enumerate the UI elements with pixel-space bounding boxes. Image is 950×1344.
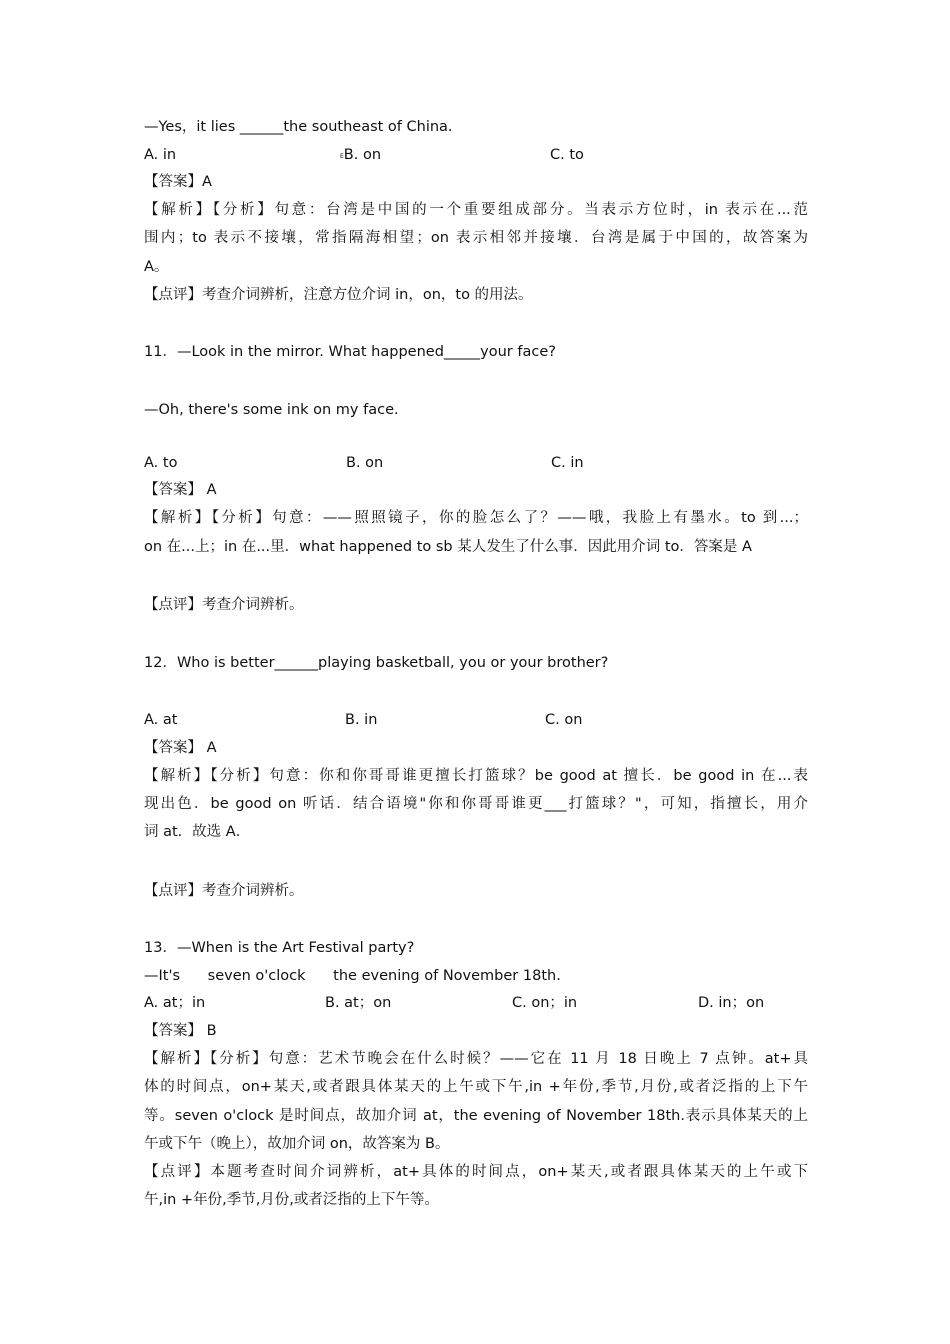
q11-reply: —Oh, there's some ink on my face.: [144, 402, 399, 418]
q12-comment: 【点评】考查介词辨析。: [144, 883, 304, 899]
q12-option-a: A. at: [144, 712, 178, 728]
q13-option-b: B. at；on: [325, 995, 392, 1011]
q11-answer: 【答案】 A: [144, 482, 217, 498]
q10-option-a: A. in: [144, 147, 177, 163]
q13-analysis-line-1: 【解析】【分析】句意：艺术节晚会在什么时候？——它在 11 月 18 日晚上 7 点钟。at+具: [144, 1051, 808, 1067]
q13-reply: —It's seven o'clock the evening of November 18th.: [144, 968, 561, 984]
q13-question: 13．—When is the Art Festival party?: [144, 940, 415, 956]
q12-analysis-line-3: 词 at．故选 A．: [144, 824, 251, 840]
q12-question: 12．Who is better______playing basketball, you or your brother?: [144, 655, 609, 671]
q13-analysis-line-4: 午或下午（晚上），故加介词 on，故答案为 B。: [144, 1136, 450, 1152]
q13-option-d: D. in；on: [698, 995, 765, 1011]
q12-analysis-line-2: 现出色．be good on 听话．结合语境"你和你哥哥谁更___打篮球？"，可知，指擅长，用介: [144, 796, 808, 812]
q11-question: 11．—Look in the mirror. What happened_____your face?: [144, 344, 556, 360]
q10-analysis-line-3: A。: [144, 259, 169, 275]
q13-option-a: A. at；in: [144, 995, 206, 1011]
q12-option-b: B. in: [345, 712, 378, 728]
q10-comment: 【点评】考查介词辨析，注意方位介词 in，on，to 的用法。: [144, 287, 533, 303]
q13-option-c: C. on；in: [512, 995, 578, 1011]
q11-comment: 【点评】考查介词辨析。: [144, 597, 304, 613]
q13-answer: 【答案】 B: [144, 1023, 217, 1039]
q10-option-b-text: B. on: [343, 147, 382, 163]
q13-comment-line-2: 午,in +年份,季节,月份,或者泛指的上下午等。: [144, 1192, 439, 1208]
q10-option-b-mark: E: [340, 153, 344, 160]
q10-reply: —Yes，it lies ______the southeast of China.: [144, 119, 453, 135]
q12-answer: 【答案】 A: [144, 740, 217, 756]
q10-option-b: [340, 145, 381, 167]
q11-option-c: C. in: [551, 455, 584, 471]
q11-option-b: B. on: [346, 455, 384, 471]
q13-comment-line-1: 【点评】本题考查时间介词辨析，at+具体的时间点，on+某天,或者跟具体某天的上午或下: [144, 1164, 808, 1180]
q11-option-a: A. to: [144, 455, 178, 471]
q12-analysis-line-1: 【解析】【分析】句意：你和你哥哥谁更擅长打篮球？be good at 擅长．be good in 在...表: [144, 768, 808, 784]
q10-analysis-line-1: 【解析】【分析】句意：台湾是中国的一个重要组成部分。当表示方位时，in 表示在...范: [144, 202, 808, 218]
q13-analysis-line-3: 等。seven o'clock 是时间点，故加介词 at，the evening of November 18th.表示具体某天的上: [144, 1108, 808, 1124]
q10-answer: 【答案】A: [144, 174, 212, 190]
q13-analysis-line-2: 体的时间点，on+某天,或者跟具体某天的上午或下午,in +年份,季节,月份,或者泛指的上下午: [144, 1079, 808, 1095]
q11-analysis-line-1: 【解析】【分析】句意：——照照镜子，你的脸怎么了？——哦，我脸上有墨水。to 到...；: [144, 510, 808, 526]
q10-option-c: C. to: [550, 147, 584, 163]
q11-analysis-line-2: on 在...上；in 在...里．what happened to sb 某人发生了什么事．因此用介词 to．答案是 A: [144, 539, 752, 555]
q12-option-c: C. on: [545, 712, 583, 728]
q10-analysis-line-2: 围内；to 表示不接壤，常指隔海相望；on 表示相邻并接壤．台湾是属于中国的，故答案为: [144, 230, 808, 246]
